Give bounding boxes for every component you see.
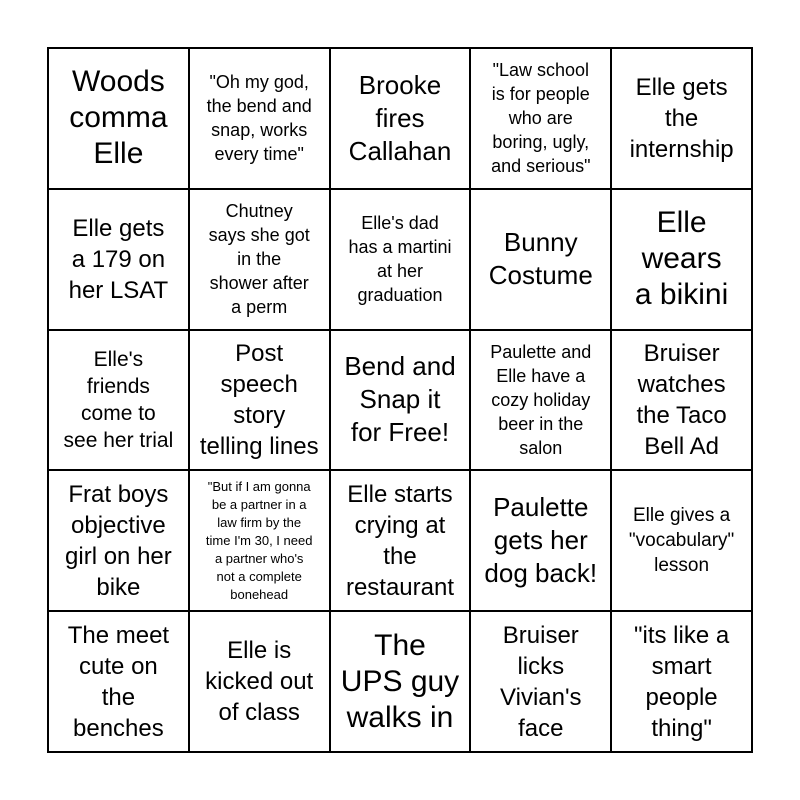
- bingo-cell-1-4[interactable]: "Law school is for people who are boring, ugly, and serious": [470, 48, 611, 189]
- bingo-cell-3-4[interactable]: Paulette and Elle have a cozy holiday beer in the salon: [470, 330, 611, 471]
- bingo-cell-3-1[interactable]: Elle's friends come to see her trial: [48, 330, 189, 471]
- bingo-cell-5-5[interactable]: "its like a smart people thing": [611, 611, 752, 752]
- bingo-cell-1-5[interactable]: Elle gets the internship: [611, 48, 752, 189]
- bingo-cell-4-2[interactable]: "But if I am gonna be a partner in a law firm by the time I'm 30, I need a partner who's not a complete bonehead: [189, 470, 330, 611]
- bingo-cell-2-3[interactable]: Elle's dad has a martini at her graduation: [330, 189, 471, 330]
- bingo-cell-4-3[interactable]: Elle starts crying at the restaurant: [330, 470, 471, 611]
- bingo-cell-5-3[interactable]: The UPS guy walks in: [330, 611, 471, 752]
- bingo-cell-5-1[interactable]: The meet cute on the benches: [48, 611, 189, 752]
- bingo-cell-2-5[interactable]: Elle wears a bikini: [611, 189, 752, 330]
- bingo-cell-4-1[interactable]: Frat boys objective girl on her bike: [48, 470, 189, 611]
- bingo-cell-1-1[interactable]: Woods comma Elle: [48, 48, 189, 189]
- bingo-cell-4-5[interactable]: Elle gives a "vocabulary" lesson: [611, 470, 752, 611]
- bingo-cell-2-4[interactable]: Bunny Costume: [470, 189, 611, 330]
- bingo-cell-3-5[interactable]: Bruiser watches the Taco Bell Ad: [611, 330, 752, 471]
- bingo-board: [47, 47, 753, 753]
- bingo-cell-2-1[interactable]: Elle gets a 179 on her LSAT: [48, 189, 189, 330]
- bingo-cell-4-4[interactable]: Paulette gets her dog back!: [470, 470, 611, 611]
- bingo-cell-5-2[interactable]: Elle is kicked out of class: [189, 611, 330, 752]
- bingo-cell-3-3[interactable]: Bend and Snap it for Free!: [330, 330, 471, 471]
- bingo-cell-2-2[interactable]: Chutney says she got in the shower after a perm: [189, 189, 330, 330]
- bingo-cell-1-2[interactable]: "Oh my god, the bend and snap, works every time": [189, 48, 330, 189]
- bingo-cell-5-4[interactable]: Bruiser licks Vivian's face: [470, 611, 611, 752]
- bingo-cell-3-2[interactable]: Post speech story telling lines: [189, 330, 330, 471]
- bingo-cell-1-3[interactable]: Brooke fires Callahan: [330, 48, 471, 189]
